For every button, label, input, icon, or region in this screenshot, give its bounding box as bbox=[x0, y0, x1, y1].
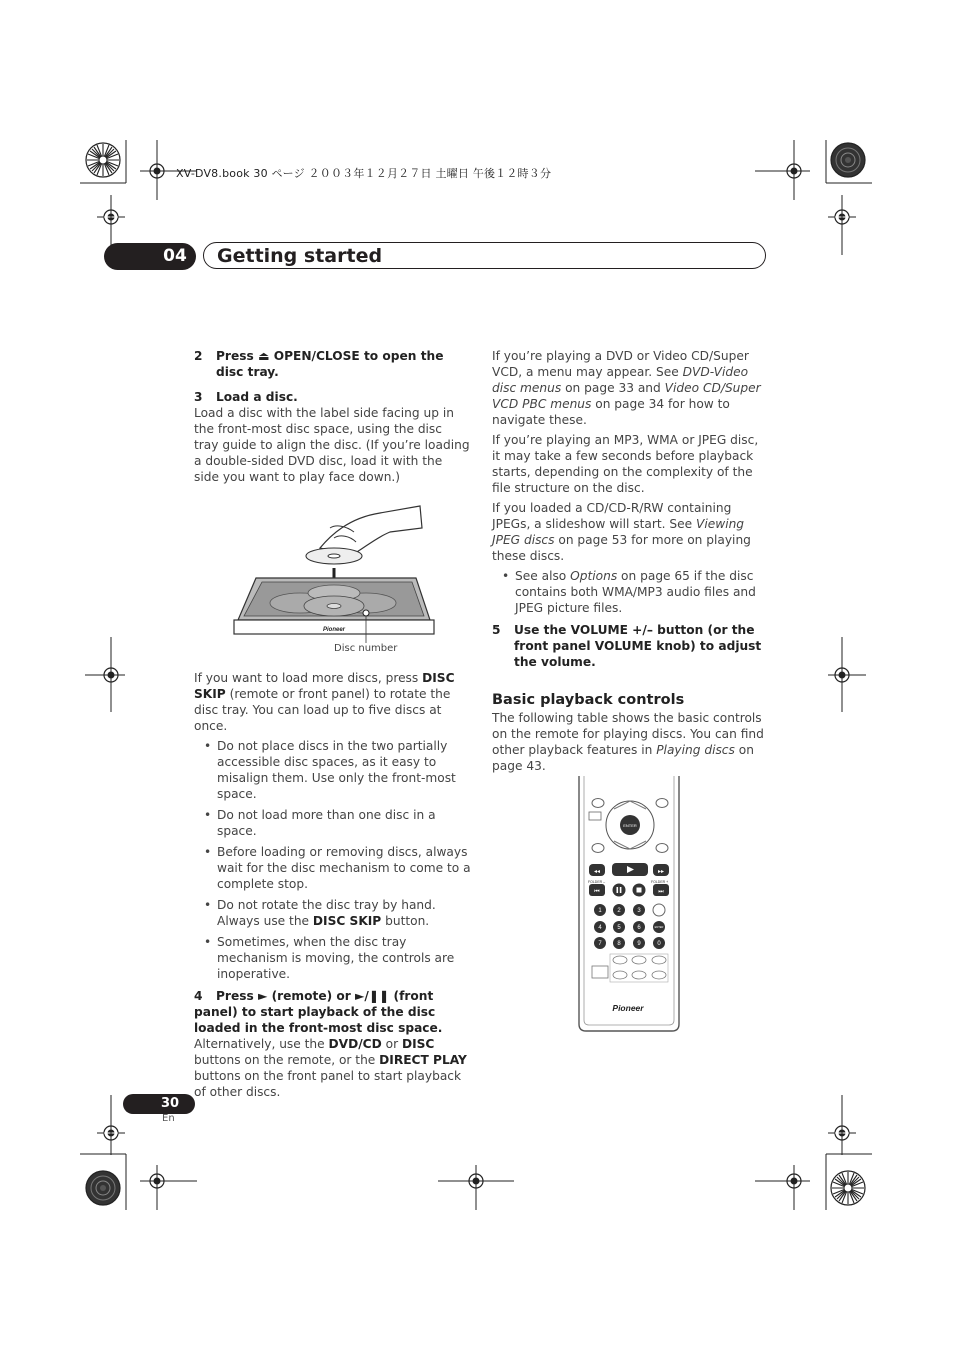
svg-text:0: 0 bbox=[657, 941, 661, 947]
svg-text:9: 9 bbox=[637, 941, 641, 947]
section-heading: Basic playback controls bbox=[492, 692, 685, 708]
svg-text:FOLDER –: FOLDER – bbox=[588, 880, 606, 884]
list-item: • Before loading or removing discs, always wait for the disc mechanism to come to a complete stop. bbox=[194, 844, 474, 892]
step-3 bbox=[194, 389, 470, 405]
book-file-header: XV-DV8.book 30 ページ ２００３年１２月２７日 土曜日 午後１２時３分 bbox=[176, 167, 552, 180]
page-number: 30 bbox=[160, 1096, 180, 1111]
svg-text:5: 5 bbox=[617, 925, 621, 931]
chapter-title: Getting started bbox=[217, 245, 383, 267]
left-column-bottom bbox=[194, 670, 474, 1100]
svg-text:2: 2 bbox=[617, 908, 621, 914]
svg-text:1: 1 bbox=[598, 908, 602, 914]
left-column-top bbox=[194, 348, 470, 485]
step-4-text: Press ► (remote) or ►/❚❚ (front panel) to start playback of the disc loaded in the front-most disc space. bbox=[194, 989, 443, 1035]
jpeg-slideshow-note: If you loaded a CD/CD-R/RW containing JPEGs, a slideshow will start. See Viewing JPEG discs on page 53 for more on playing these discs. bbox=[492, 501, 751, 563]
svg-text:◂◂: ◂◂ bbox=[593, 868, 601, 875]
right-column bbox=[492, 348, 768, 774]
page-language: En bbox=[162, 1113, 175, 1124]
svg-text:7: 7 bbox=[598, 941, 602, 947]
step-4-number: 4 bbox=[194, 989, 203, 1003]
step-4-body: Alternatively, use the DVD/CD or DISC buttons on the remote, or the DIRECT PLAY buttons on the front panel to start playback of other discs. bbox=[194, 1037, 467, 1099]
player-brand-logo: Pioneer bbox=[322, 627, 346, 633]
list-item: • Do not rotate the disc tray by hand. Always use the DISC SKIP button. bbox=[194, 897, 474, 929]
svg-text:6: 6 bbox=[637, 925, 641, 931]
remote-control-illustration bbox=[576, 776, 682, 1034]
step-4 bbox=[194, 988, 474, 1036]
svg-text:⏮: ⏮ bbox=[594, 888, 600, 895]
mp3-wma-jpeg-note: If you’re playing an MP3, WMA or JPEG disc, it may take a few seconds before playback starts, depending on the complexity of the file structure on the disc. bbox=[492, 433, 759, 495]
remote-brand-logo: Pioneer bbox=[612, 1003, 644, 1013]
disc-tray-illustration bbox=[230, 498, 440, 648]
disc-number-caption: Disc number bbox=[334, 643, 398, 654]
options-note-list bbox=[492, 568, 768, 616]
more-discs-text: If you want to load more discs, press DISC SKIP (remote or front panel) to rotate the disc tray. You can load up to five discs at once. bbox=[194, 671, 455, 733]
svg-text:▸▸: ▸▸ bbox=[657, 868, 665, 875]
step-2-number: 2 bbox=[194, 349, 203, 363]
step-5 bbox=[492, 622, 768, 670]
step-5-number: 5 bbox=[492, 623, 501, 637]
disc-number-marker bbox=[363, 610, 369, 616]
svg-text:3: 3 bbox=[637, 908, 641, 914]
svg-text:ENTER: ENTER bbox=[623, 823, 637, 828]
chapter-number: 04 bbox=[163, 246, 187, 266]
list-item: • Sometimes, when the disc tray mechanism is moving, the controls are inoperative. bbox=[194, 934, 474, 982]
step-3-text: Load a disc. bbox=[216, 390, 298, 404]
dvd-menu-note: If you’re playing a DVD or Video CD/Super VCD, a menu may appear. See DVD-Video disc menus on page 33 and Video CD/Super VCD PBC menus on page 34 for how to navigate these. bbox=[492, 349, 761, 427]
step-5-text: Use the VOLUME +/– button (or the front panel VOLUME knob) to adjust the volume. bbox=[514, 623, 762, 669]
step-3-body: Load a disc with the label side facing up in the front-most disc space, using the disc tray guide to align the disc. (If you’re loading a double-sided DVD disc, load it with the side you want to play face down.) bbox=[194, 406, 470, 484]
list-item: • See also Options on page 65 if the disc contains both WMA/MP3 audio files and JPEG picture files. bbox=[492, 568, 768, 616]
svg-text:FOLDER +: FOLDER + bbox=[651, 880, 669, 884]
svg-text:4: 4 bbox=[598, 925, 602, 931]
svg-text:8: 8 bbox=[617, 941, 621, 947]
svg-text:⏭: ⏭ bbox=[658, 888, 664, 895]
step-3-number: 3 bbox=[194, 390, 203, 404]
step-2 bbox=[194, 348, 470, 380]
list-item: • Do not load more than one disc in a space. bbox=[194, 807, 474, 839]
page-number-pill bbox=[123, 1094, 195, 1114]
svg-text:ENTER: ENTER bbox=[654, 926, 664, 929]
disc-loading-notes bbox=[194, 738, 474, 982]
list-item: • Do not place discs in the two partially accessible disc spaces, as it easy to misalign them. Use only the front-most space. bbox=[194, 738, 474, 802]
pause-button bbox=[613, 884, 626, 897]
basic-controls-intro: The following table shows the basic controls on the remote for playing discs. You can find other playback features in Playing discs on page 43. bbox=[492, 711, 764, 773]
step-2-text: Press ⏏ OPEN/CLOSE to open the disc tray. bbox=[216, 349, 444, 379]
